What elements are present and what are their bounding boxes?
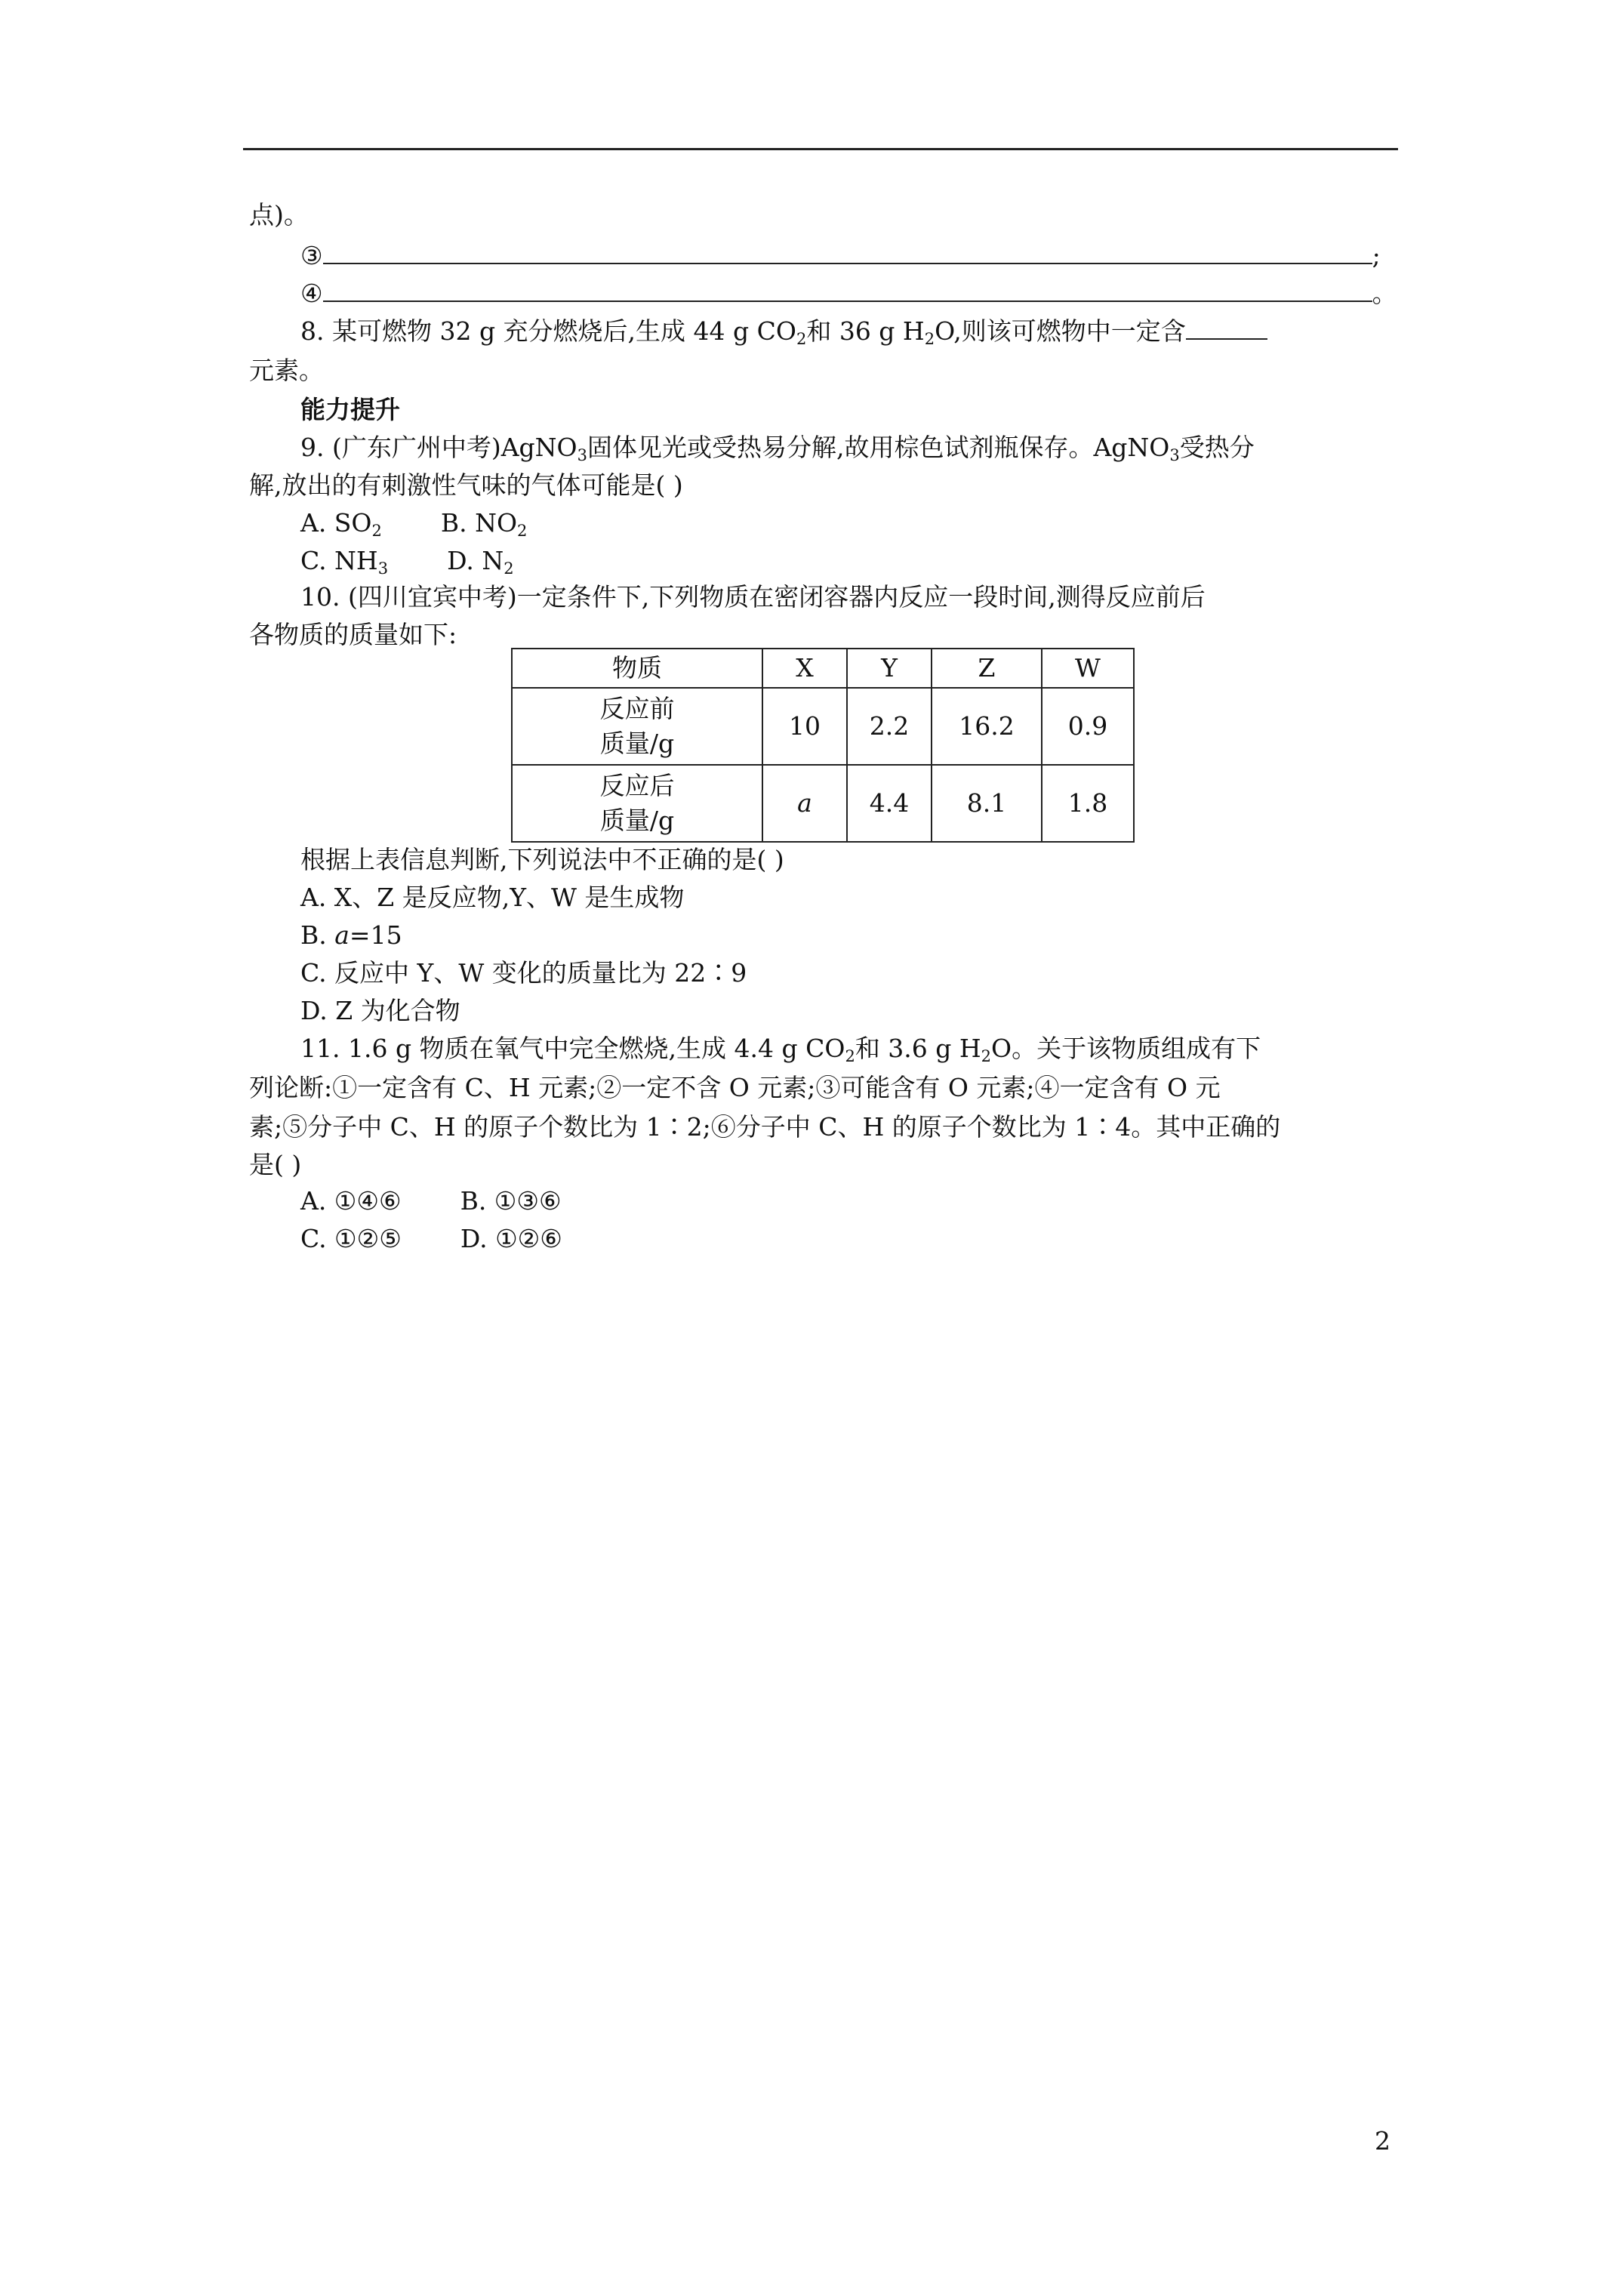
text-line: 是( ) — [249, 1150, 302, 1179]
row-label: 反应前 质量/g — [512, 688, 762, 765]
option-b[interactable]: B. $NO_2$ — [440, 508, 528, 540]
options-row — [300, 1222, 562, 1256]
table-header: W — [1042, 649, 1134, 688]
table-header: X — [762, 649, 847, 688]
table-cell: 8.1 — [932, 765, 1042, 842]
table-header: Y — [847, 649, 932, 688]
page-number: 2 — [1375, 2126, 1390, 2156]
answer-line-3: ③ ; — [300, 241, 1381, 270]
options-row — [300, 506, 527, 541]
option-c[interactable]: C. ①②⑤ — [300, 1224, 402, 1253]
option-a[interactable]: A. X、Z 是反应物,Y、W 是生成物 — [300, 883, 685, 912]
option-a[interactable]: A. ①④⑥ — [300, 1186, 402, 1216]
table-cell: 0.9 — [1042, 688, 1134, 765]
table-cell: 4.4 — [847, 765, 932, 842]
section-title: 能力提升 — [300, 395, 400, 424]
option-b[interactable]: B. ①③⑥ — [460, 1186, 562, 1216]
option-d[interactable]: D. ①②⑥ — [460, 1224, 562, 1253]
text-line: 解,放出的有刺激性气味的气体可能是( ) — [249, 470, 683, 500]
options-row — [300, 544, 514, 578]
table-header: 物质 — [512, 649, 762, 688]
text-line: 各物质的质量如下: — [249, 620, 457, 649]
options-row — [300, 1184, 562, 1219]
question-9: 9. (广东广州中考)AgNO$_3$固体见光或受热易分解,故用棕色试剂瓶保存。AgNO$_3$受热分 — [300, 433, 1255, 464]
table-cell: 16.2 — [932, 688, 1042, 765]
text-line: 列论断:①一定含有 C、H 元素;②一定不含 O 元素;③可能含有 O 元素;④一定含有 O 元 — [249, 1073, 1221, 1102]
table-cell: 1.8 — [1042, 765, 1134, 842]
row-label: 反应后 质量/g — [512, 765, 762, 842]
option-b[interactable]: B. a=15 — [300, 920, 402, 950]
question-10: 10. (四川宜宾中考)一定条件下,下列物质在密闭容器内反应一段时间,测得反应前后 — [300, 582, 1206, 612]
option-c[interactable]: C. $NH_3$ — [300, 546, 389, 578]
table-cell: a — [762, 765, 847, 842]
question-11: 11. 1.6 g 物质在氧气中完全燃烧,生成 4.4 g $CO_2$和 3.6 g $H_2O$。关于该物质组成有下 — [300, 1034, 1261, 1065]
text-line: 元素。 — [249, 356, 324, 385]
table-row — [512, 688, 1134, 765]
option-c[interactable]: C. 反应中 Y、W 变化的质量比为 22∶9 — [300, 958, 747, 988]
table-cell: 2.2 — [847, 688, 932, 765]
option-d[interactable]: D. $N_2$ — [447, 546, 514, 578]
answer-line-4: ④ 。 — [300, 279, 1397, 308]
table-cell: 10 — [762, 688, 847, 765]
answer-blank[interactable] — [323, 279, 1372, 302]
option-d[interactable]: D. Z 为化合物 — [300, 996, 460, 1025]
question-8: 8. 某可燃物 32 g 充分燃烧后,生成 44 g $CO_2$和 36 g $H_2O$,则该可燃物中一定含 — [300, 314, 1267, 349]
question-10-prompt: 根据上表信息判断,下列说法中不正确的是( ) — [300, 845, 784, 874]
table-row — [512, 765, 1134, 842]
header-rule — [243, 148, 1398, 150]
option-a[interactable]: A. $SO_2$ — [300, 508, 382, 540]
text-line: 点)。 — [249, 200, 309, 230]
answer-blank[interactable] — [1186, 317, 1267, 340]
text-line: 素;⑤分子中 C、H 的原子个数比为 1∶2;⑥分子中 C、H 的原子个数比为 1∶4。其中正确的 — [249, 1112, 1281, 1142]
mass-table — [511, 648, 1135, 843]
table-header: Z — [932, 649, 1042, 688]
answer-blank[interactable] — [323, 242, 1372, 264]
table-row — [512, 649, 1134, 688]
